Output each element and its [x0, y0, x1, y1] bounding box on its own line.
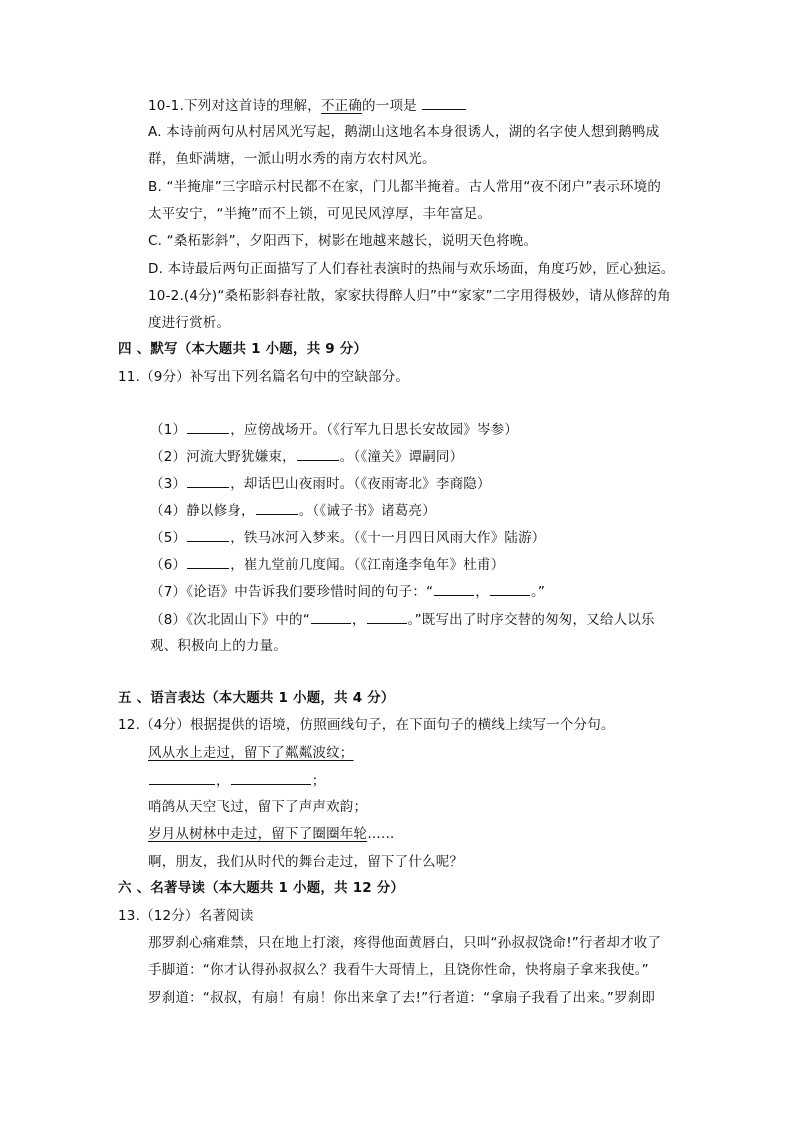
q11-stem: 11.（9分）补写出下列名篇名句中的空缺部分。 — [118, 369, 410, 385]
q12-line-4: 岁月从树林中走过，留下了圈圈年轮…… — [148, 826, 395, 842]
q13-passage-line2: 手脚道：“你才认得孙叔叔么？我看牛大哥情上，且饶你性命，快将扇子拿来我使。” — [148, 962, 649, 978]
q12-line-5: 啊，朋友，我们从时代的舞台走过，留下了什么呢？ — [148, 854, 464, 870]
answer-blank[interactable] — [434, 581, 474, 596]
answer-blank[interactable] — [311, 609, 351, 624]
q13-stem: 13.（12分）名著阅读 — [118, 908, 254, 924]
q11-item-4: （4）静以修身， 。（《诫子书》诸葛亮） — [150, 500, 436, 521]
section-5-heading: 五 、语言表达（本大题共 1 小题，共 4 分） — [118, 690, 395, 706]
q12-line-3: 哨鸽从天空飞过，留下了声声欢韵； — [148, 799, 368, 815]
answer-blank[interactable] — [149, 770, 215, 785]
q10-2-line2: 度进行赏析。 — [148, 315, 231, 331]
answer-blank[interactable] — [187, 554, 229, 569]
q11-item-5: （5） ，铁马冰河入梦来。（《十一月四日风雨大作》陆游） — [150, 527, 546, 548]
answer-blank[interactable] — [422, 95, 466, 110]
q11-item-3: （3） ，却话巴山夜雨时。（《夜雨寄北》李商隐） — [150, 473, 491, 494]
answer-blank[interactable] — [490, 581, 530, 596]
q12-stem: 12.（4分）根据提供的语境，仿照画线句子，在下面句子的横线上续写一个分句。 — [118, 717, 615, 733]
answer-blank[interactable] — [187, 419, 229, 434]
q10-option-b-line1: B. “半掩扉”三字暗示村民都不在家，门儿都半掩着。古人常用“夜不闭户”表示环境的 — [148, 179, 662, 195]
section-4-heading: 四 、默写（本大题共 1 小题，共 9 分） — [118, 341, 368, 357]
answer-blank[interactable] — [297, 446, 339, 461]
q12-model-line: 风从水上走过，留下了粼粼波纹； — [148, 745, 354, 761]
q12-answer-line: ， ； — [148, 770, 325, 791]
q13-passage-line3: 罗刹道：“叔叔，有扇！有扇！你出来拿了去!”行者道：“拿扇子我看了出来。”罗刹即 — [148, 990, 656, 1006]
q11-item-6: （6） ，崔九堂前几度闻。（《江南逢李龟年》杜甫） — [150, 554, 504, 575]
q10-option-a-line1: A. 本诗前两句从村居风光写起，鹅湖山这地名本身很诱人，湖的名字使人想到鹅鸭成 — [148, 124, 660, 140]
q10-1-stem: 10-1.下列对这首诗的理解，不正确的一项是 — [148, 95, 467, 116]
q11-item-8-line1: （8）《次北固山下》中的“ ， 。”既写出了时序交替的匆匆，又给人以乐 — [150, 609, 655, 630]
q11-item-7: （7）《论语》中告诉我们要珍惜时间的句子：“ ， 。” — [150, 581, 545, 602]
section-6-heading: 六 、名著导读（本大题共 1 小题，共 12 分） — [118, 880, 405, 896]
q10-option-c: C. “桑柘影斜”，夕阳西下，树影在地越来越长，说明天色将晚。 — [148, 233, 538, 249]
q10-option-a-line2: 群，鱼虾满塘，一派山明水秀的南方农村风光。 — [148, 151, 436, 167]
q11-item-2: （2）河流大野犹嫌束， 。（《潼关》谭嗣同） — [150, 446, 463, 467]
q10-option-d: D. 本诗最后两句正面描写了人们春社表演时的热闹与欢乐场面，角度巧妙，匠心独运。 — [148, 261, 675, 277]
answer-blank[interactable] — [187, 527, 229, 542]
q11-item-1: （1） ，应傍战场开。（《行军九日思长安故园》岑参） — [150, 419, 518, 440]
q13-passage-line1: 那罗刹心痛难禁，只在地上打滚，疼得他面黄唇白，只叫“孙叔叔饶命!”行者却才收了 — [148, 935, 662, 951]
answer-blank[interactable] — [256, 500, 298, 515]
answer-blank[interactable] — [187, 473, 229, 488]
answer-blank[interactable] — [231, 770, 311, 785]
q11-item-8-line2: 观、积极向上的力量。 — [150, 638, 287, 654]
q10-option-b-line2: 太平安宁，“半掩”而不上锁，可见民风淳厚，丰年富足。 — [148, 206, 492, 222]
q10-2-line1: 10-2.(4分)“桑柘影斜春社散，家家扶得醉人归”中“家家”二字用得极妙，请从修辞的角 — [148, 288, 671, 304]
answer-blank[interactable] — [367, 609, 407, 624]
